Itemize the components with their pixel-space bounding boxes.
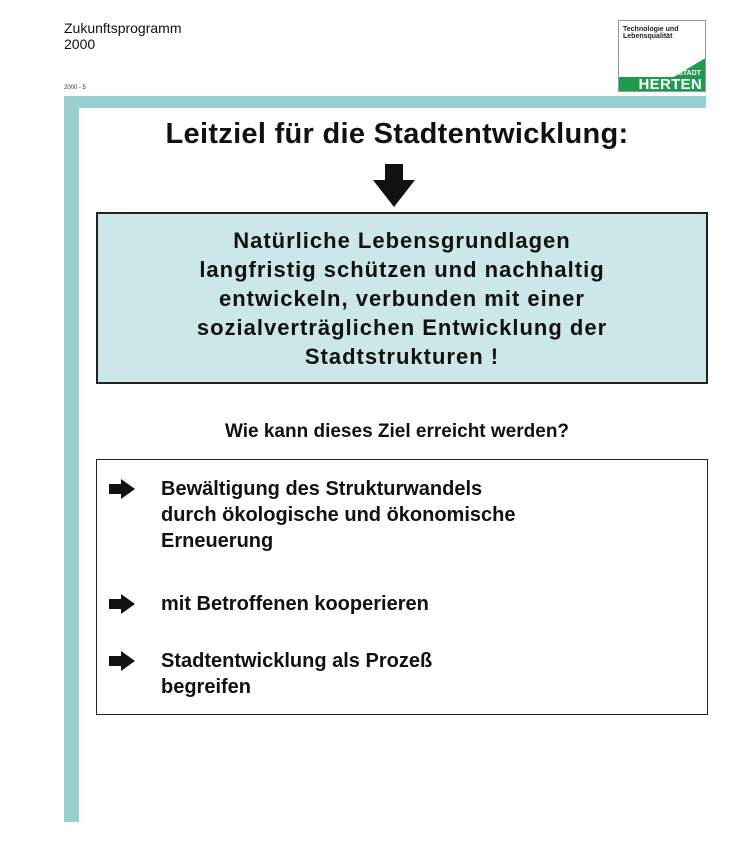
goal-line: Natürliche Lebensgrundlagen <box>233 227 571 253</box>
program-title-line-1: Zukunftsprogramm <box>64 20 182 36</box>
goal-line: langfristig schützen und nachhaltig <box>199 256 605 282</box>
page-title: Leitziel für die Stadtentwicklung: <box>165 118 629 150</box>
arrow-right-icon <box>109 594 135 614</box>
list-item-text <box>161 591 429 617</box>
document-code: 2000 - 5 <box>64 85 87 91</box>
goal-statement <box>197 226 607 371</box>
list-item-text <box>161 476 515 554</box>
list-item-line: durch ökologische und ökonomische <box>161 504 516 526</box>
logo-city-name: HERTEN <box>638 76 702 92</box>
list-item-line: Bewältigung des Strukturwandels <box>161 478 483 500</box>
arrow-right-icon <box>109 479 135 499</box>
measures-list <box>96 459 708 715</box>
question-heading: Wie kann dieses Ziel erreicht werden? <box>224 421 570 442</box>
arrow-right-icon <box>109 651 135 671</box>
list-item-line: mit Betroffenen kooperieren <box>161 593 429 615</box>
program-title-line-2: 2000 <box>64 36 96 52</box>
list-item-line: Erneuerung <box>161 530 274 552</box>
left-accent-bar <box>64 96 79 822</box>
goal-line: sozialverträglichen Entwicklung der <box>196 314 608 340</box>
logo-tagline-line-1: Technologie und <box>623 26 679 33</box>
list-item-line: begreifen <box>161 676 252 698</box>
logo-tagline <box>623 26 678 40</box>
goal-line: entwickeln, verbunden mit einer <box>219 285 585 311</box>
goal-box <box>96 212 708 384</box>
herten-logo <box>618 20 706 92</box>
goal-line: Stadtstrukturen ! <box>304 343 500 369</box>
top-accent-bar <box>64 96 706 108</box>
program-title <box>64 20 181 52</box>
logo-stadt-label: STADT <box>678 70 701 77</box>
list-item-line: Stadtentwicklung als Prozeß <box>161 650 433 672</box>
arrow-down-icon <box>372 164 416 208</box>
list-item-text <box>161 648 432 700</box>
logo-tagline-line-2: Lebensqualität <box>623 33 673 40</box>
